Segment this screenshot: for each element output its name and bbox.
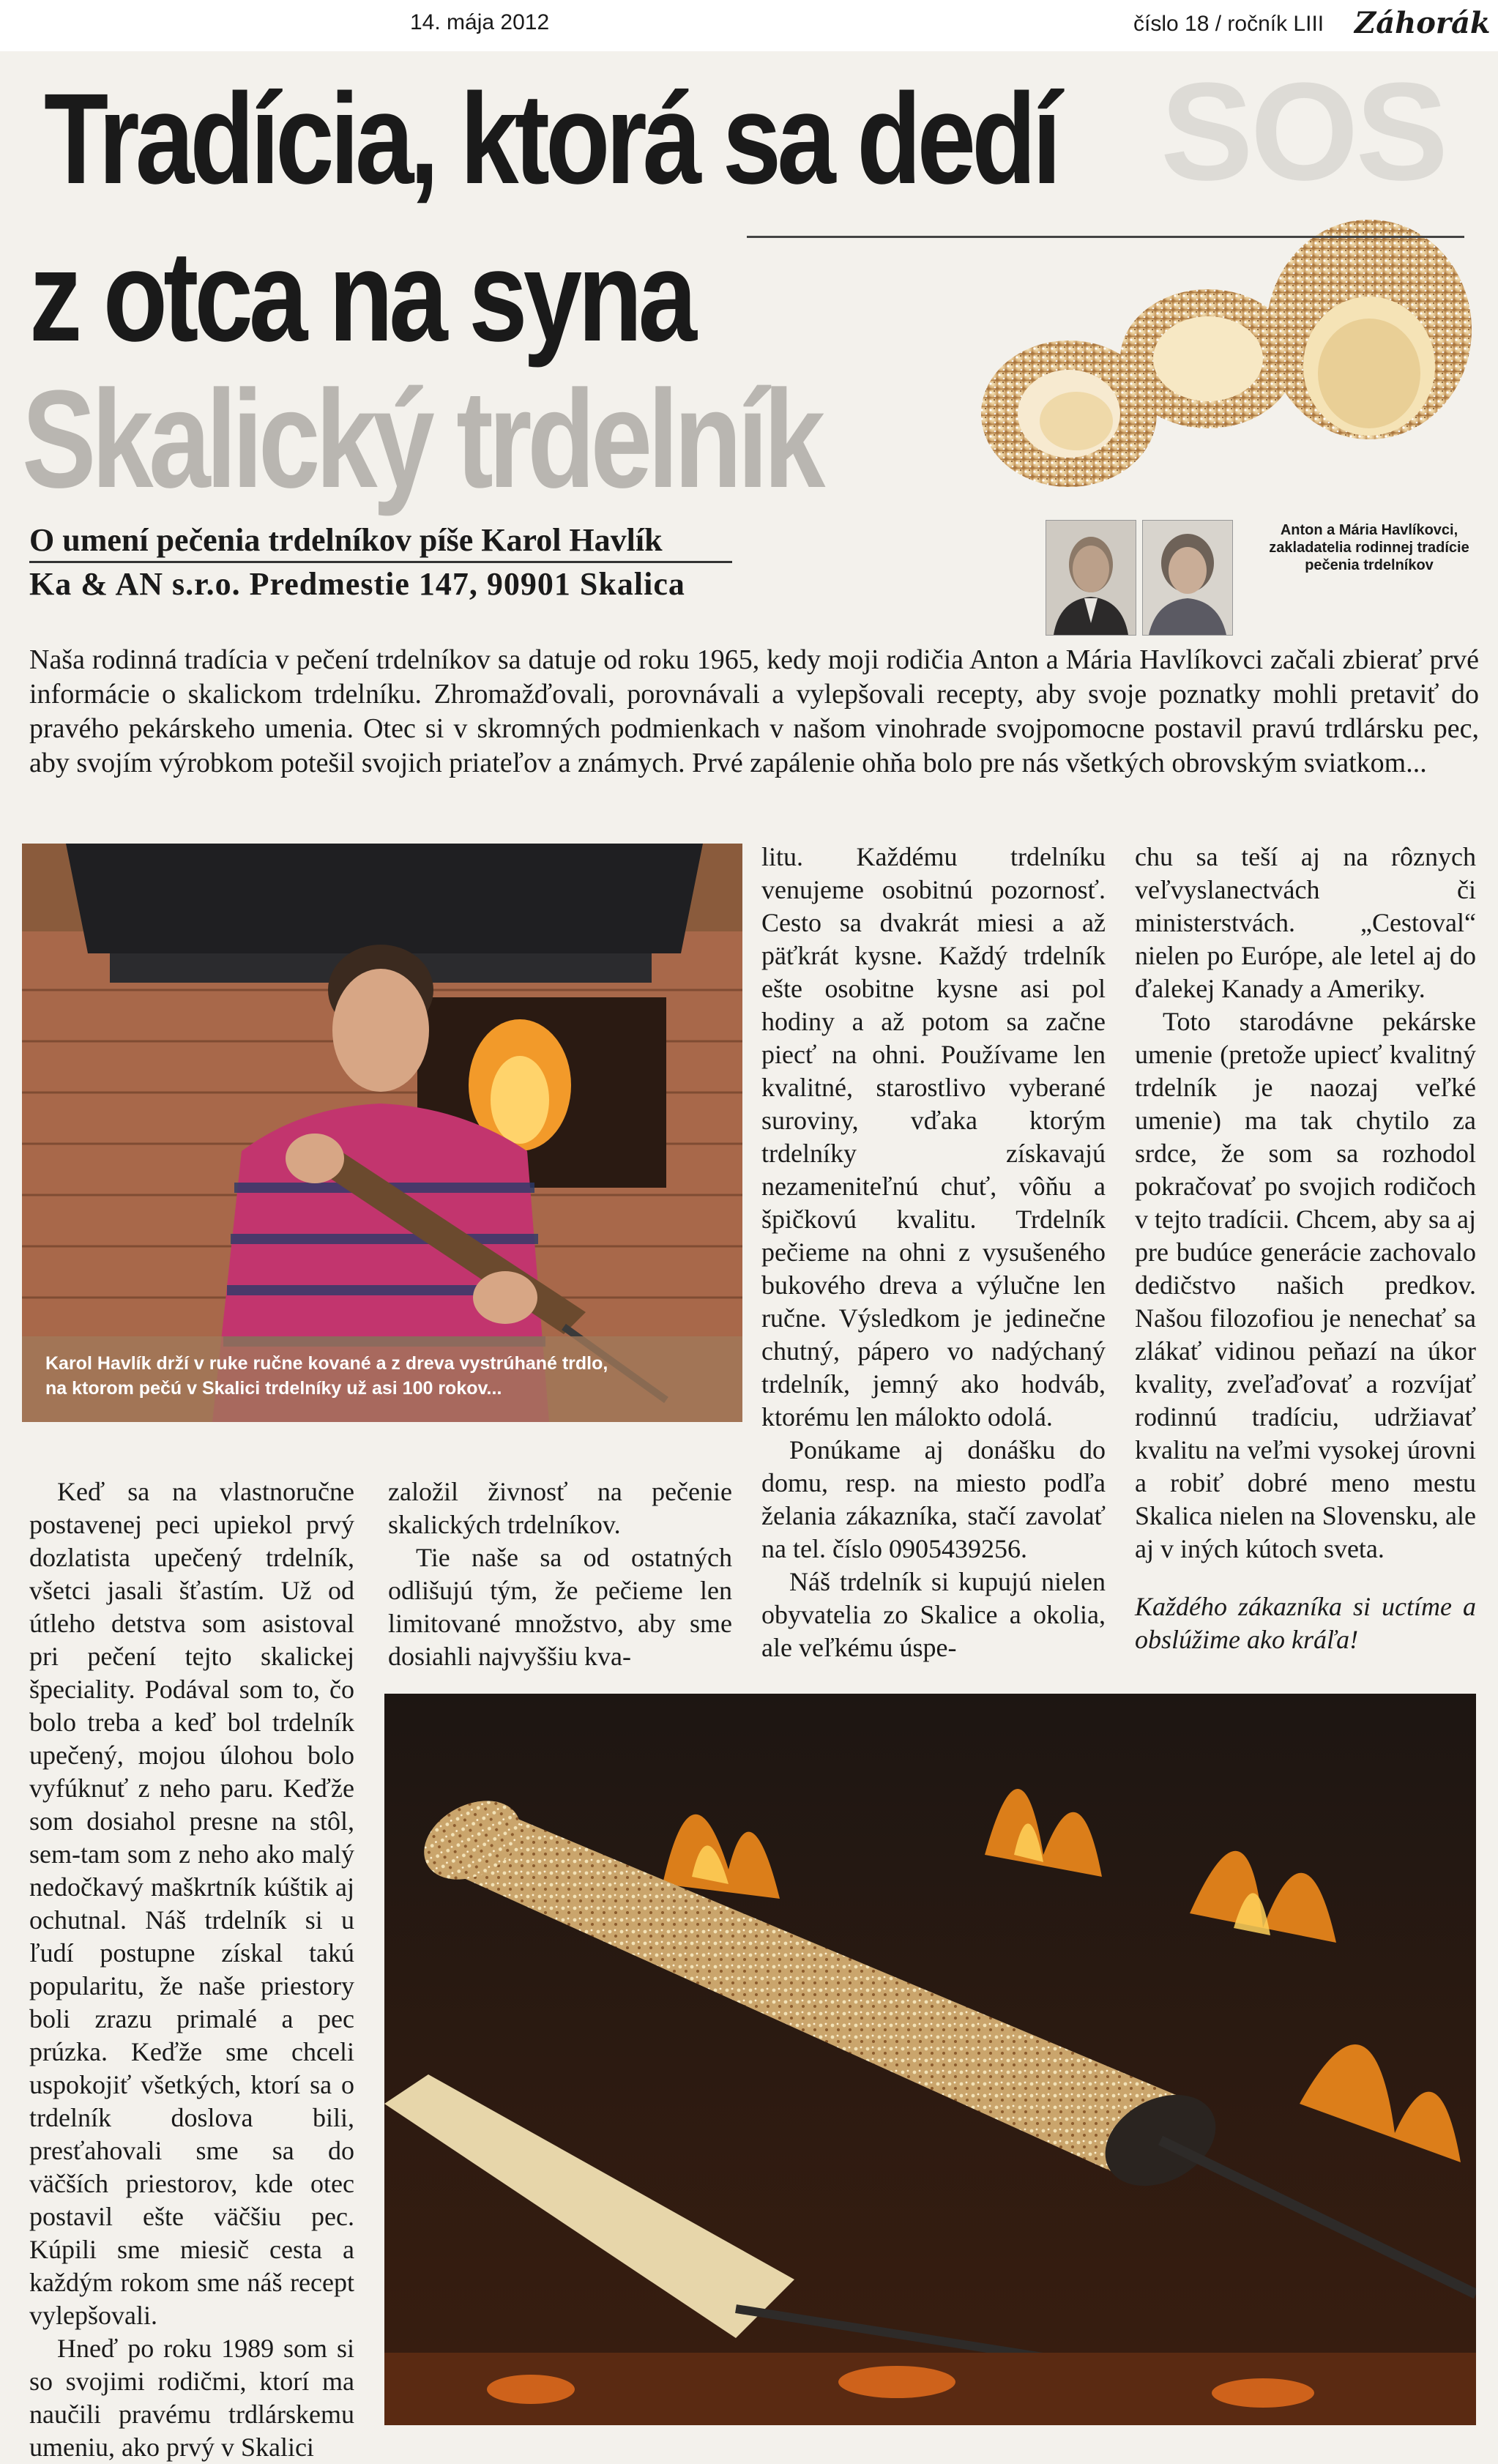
portrait-father xyxy=(1046,520,1136,636)
headline-subtitle: Skalický trdelník xyxy=(22,362,821,517)
baker-photo-caption xyxy=(22,1336,742,1422)
col4-closing-slogan: Každého zákazníka si uctíme a obslúžime ako kráľa! xyxy=(1135,1592,1476,1654)
page-header xyxy=(0,0,1498,51)
col1-paragraph-1: Keď sa na vlastnoručne postavenej peci upiekol prvý dozlatista upečený trdelník, všetci jasali šťastím. Už od útleho detstva som asistoval pri pečení tejto skalickej špeciality. Podával som to, čo bolo treba a keď bol trdelník upečený, mojou úlohou bolo vyfúknuť z neho paru. Keďže som dosiahol presne na stôl, sem-tam som z neho ako malý nedočkavý maškrtník kúštik aj ochutnal. Náš trdelník si u ľudí postupne získal takú popularitu, že naše priestory boli zrazu primalé a pec prúzka. Keďže sme chceli uspokojiť všetkých, ktorí sa o trdelník doslova bili, presťahovali sme sa do väčších priestorov, kde otec postavil ešte väčšiu pec. Kúpili sme miesič cesta a každým rokom sme náš recept vylepšovali. xyxy=(29,1477,354,2330)
col3-paragraph-3: Náš trdelník si kupujú nielen obyvatelia zo Skalice a okolia, ale veľkému úspe- xyxy=(761,1567,1106,1662)
issue-date: 14. mája 2012 xyxy=(410,10,550,34)
author-byline: O umení pečenia trdelníkov píše Karol Havlík xyxy=(29,522,663,558)
article-column-2 xyxy=(388,1475,732,1673)
col3-paragraph-2: Ponúkame aj donášku do domu, resp. na miesto podľa želania zákazníka, stačí zavolať na tel. číslo 0905439256. xyxy=(761,1435,1106,1563)
headline-rule xyxy=(747,236,1464,238)
article-column-4 xyxy=(1135,841,1476,1656)
col2-paragraph-2: Tie naše sa od ostatných odlišujú tým, že pečieme len limitované množstvo, aby sme dosiahli najvyššiu kva- xyxy=(388,1543,732,1671)
col2-paragraph-1: založil živnosť na pečenie skalických trdelníkov. xyxy=(388,1477,732,1539)
issue-number: číslo 18 / ročník LIII xyxy=(1133,12,1324,36)
col4-paragraph-2: Toto starodávne pekárske umenie (pretože upiecť kvalitný trdelník je naozaj veľké umenie) ma tak chytilo za srdce, že som sa rozhodol pokračovať po svojich rodičoch v tejto tradícii. Chcem, aby sa aj pre budúce generácie zachovalo dedičstvo našich predkov. Našou filozofiou je nenechať sa zlákať vidinou peňazí na úkor kvality, zveľaďovať a rozvíjať rodinnú tradíciu, udržiavať kvalitu na veľmi vysokej úrovni a robiť dobré meno mestu Skalica nielen na Slovensku, ale aj v iných kútoch sveta. xyxy=(1135,1007,1476,1563)
intro-paragraph: Naša rodinná tradícia v pečení trdelníkov sa datuje od roku 1965, kedy moji rodičia Anton a Mária Havlíkovci začali zbierať prvé informácie o skalickom trdelníku. Zhromažďovali, porovnávali a vylepšovali recepty, aby svoje poznatky mohli pretaviť do pravého pekárskeho umenia. Otec si v skromných podmienkach v našom vinohrade svojpomocne postavil pravú trdlársku pec, aby svojím výrobkom potešil svojich priateľov a známych. Prvé zapálenie ohňa bolo pre nás všetkých obrovským sviatkom... xyxy=(29,644,1479,778)
portrait-mother xyxy=(1142,520,1233,636)
caption-line-1: Karol Havlík drží v ruke ručne kované a z dreva vystrúhané trdlo, xyxy=(45,1353,608,1374)
col1-paragraph-2: Hneď po roku 1989 som si so svojimi rodičmi, ktorí ma naučili pravému trdlárskemu umeniu, ako prvý v Skalici xyxy=(29,2334,354,2462)
col3-paragraph-1: litu. Každému trdelníku venujeme osobitnú pozornosť. Cesto sa dvakrát miesi a až päťkrát kysne. Každý trdelník ešte osobitne kysne asi pol hodiny a až potom sa začne piecť na ohni. Používame len kvalitné, starostlivo vyberané suroviny, vďaka ktorým trdelníky získavajú nezameniteľnú chuť, vôňu a špičkovú kvalitu. Trdelník pečieme na ohni z vysušeného bukového dreva a výlučne len ručne. Výsledkom je jedinečne chutný, pápero vo nadýchaný trdelník, jemný ako hodváb, ktorému len málokto odolá. xyxy=(761,842,1106,1432)
trdelnik-pastry-image xyxy=(901,205,1472,513)
article-column-1 xyxy=(29,1475,354,2464)
caption-line-2: na ktorom pečú v Skalici trdelníky už asi 100 rokov... xyxy=(45,1378,502,1399)
article-column-3 xyxy=(761,841,1106,1664)
byline-rule xyxy=(29,561,732,563)
headline-line-1: Tradícia, ktorá sa dedí xyxy=(44,67,1057,211)
headline-line-2: z otca na syna xyxy=(29,225,693,368)
portraits-caption: Anton a Mária Havlíkovci, zakladatelia rodinnej tradície pečenia trdelníkov xyxy=(1269,522,1469,573)
company-address: Ka & AN s.r.o. Predmestie 147, 90901 Skalica xyxy=(29,566,685,602)
baker-photo xyxy=(22,844,742,1422)
col4-paragraph-1: chu sa teší aj na rôznych veľvyslanectvách či ministerstvách. „Cestoval“ nielen po Európe, ale letel aj do ďalekej Kanady a Ameriky. xyxy=(1135,842,1476,1003)
bleed-through-text: SOS xyxy=(1160,54,1446,209)
roasting-trdelnik-photo xyxy=(384,1694,1476,2425)
masthead-logo: Záhorák xyxy=(1354,6,1491,40)
